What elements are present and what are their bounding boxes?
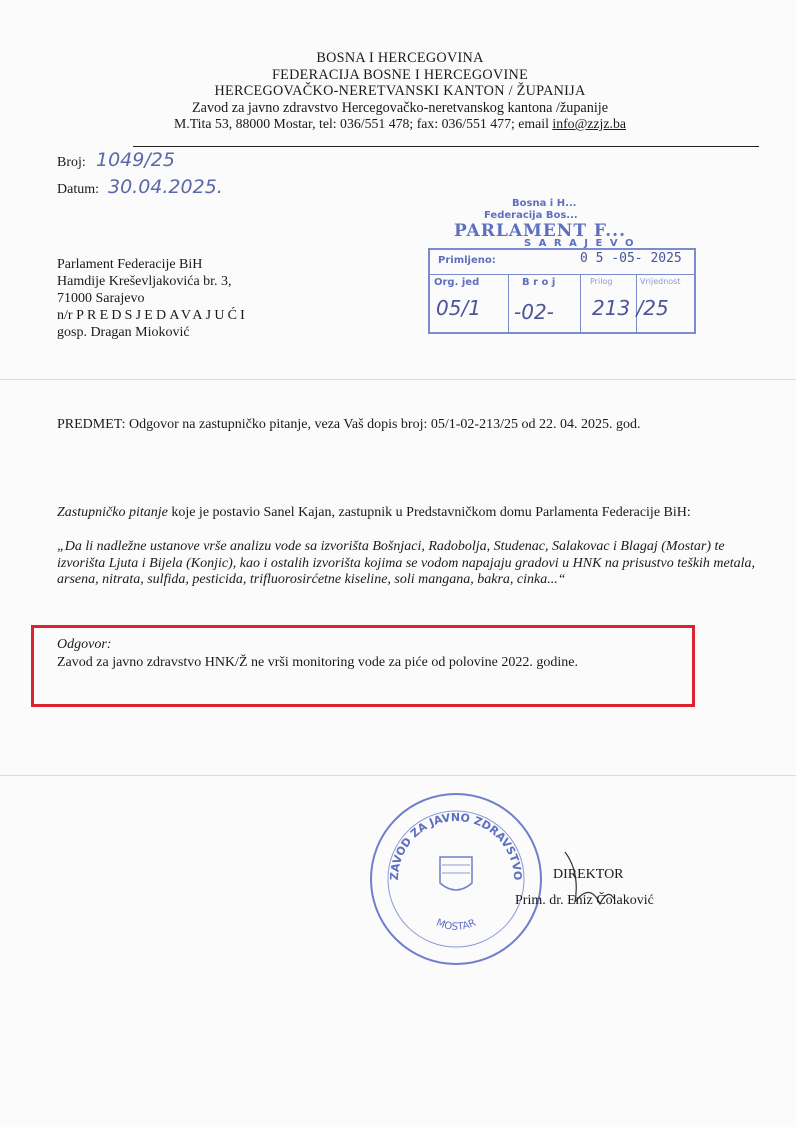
letterhead — [60, 50, 740, 133]
org-jed-handwritten: 05/1 — [436, 296, 481, 320]
broj-label: Broj: — [57, 155, 86, 170]
email-link[interactable]: info@zzjz.ba — [552, 116, 626, 131]
received-stamp-table — [428, 248, 696, 334]
letterhead-canton: HERCEGOVAČKO-NERETVANSKI KANTON / ŽUPANIJA — [214, 83, 586, 99]
recipient-line1: Parlament Federacije BiH — [57, 257, 203, 272]
answer-label: Odgovor: — [57, 637, 112, 652]
primljeno-label: Primljeno: — [438, 255, 496, 266]
received-stamp-line1: Bosna i H... — [512, 198, 577, 209]
signature-name: Prim. dr. Eniz Čolaković — [515, 893, 654, 908]
vrijednost-label: Vrijednost — [640, 277, 681, 286]
recipient-line5: gosp. Dragan Mioković — [57, 325, 190, 340]
broj-column-handwritten: -02- — [514, 300, 554, 324]
letterhead-country: BOSNA I HERCEGOVINA — [316, 50, 484, 66]
broj-column-label: B r o j — [522, 277, 556, 288]
round-stamp-top-text: ZAVOD ZA JAVNO ZDRAVSTVO — [387, 810, 525, 881]
round-stamp-bottom-text: MOSTAR — [434, 917, 478, 933]
letterhead-address: M.Tita 53, 88000 Mostar, tel: 036/551 478; fax: 036/551 477; email — [174, 116, 553, 131]
datum-label: Datum: — [57, 182, 99, 197]
recipient-line2: Hamdije Kreševljakovića br. 3, — [57, 274, 232, 289]
question-intro: Zastupničko pitanje koje je postavio Sanel Kajan, zastupnik u Predstavničkom domu Parlamenta Federacije BiH: — [57, 505, 691, 520]
recipient-line3: 71000 Sarajevo — [57, 291, 145, 306]
datum-handwritten: 30.04.2025. — [108, 176, 223, 198]
recipient-line4: n/r PREDSJEDAVAJUĆI — [57, 308, 249, 323]
fold-line-upper — [0, 379, 796, 380]
received-stamp-line2: Federacija Bos... — [484, 210, 578, 221]
primljeno-date: 0 5 -05- 2025 — [580, 251, 682, 266]
signature-title: DIREKTOR — [553, 867, 624, 882]
letterhead-institute: Zavod za javno zdravstvo Hercegovačko-neretvanskog kantona /županije — [192, 99, 608, 116]
answer-text: Zavod za javno zdravstvo HNK/Ž ne vrši monitoring vode za piće od polovine 2022. godine. — [57, 655, 578, 670]
recipient-address — [57, 256, 248, 341]
letterhead-contact — [60, 116, 740, 133]
fold-line-lower — [0, 775, 796, 776]
prilog-handwritten: 213 /25 — [592, 296, 669, 320]
subject-line: PREDMET: Odgovor na zastupničko pitanje, veza Vaš dopis broj: 05/1-02-213/25 od 22. 04. 2025. god. — [57, 417, 641, 432]
question-quote: „Da li nadležne ustanove vrše analizu vode sa izvorišta Bošnjaci, Radobolja, Studenac, Salakovac i Blagaj (Mostar) te izvorišta Ljuta i Bijela (Konjic), kao i ostalih izvorišta kojima se vodom napajaju gradovi u HNK na prisustvo teških metala, arsena, nitrata, sulfida, pesticida, trifluorosirćetne kiseline, soli mangana, bakra, cinka...“ — [57, 539, 756, 587]
org-jed-label: Org. jed — [434, 277, 480, 288]
broj-handwritten: 1049/25 — [96, 149, 175, 171]
prilog-label: Prilog — [590, 277, 613, 286]
received-stamp-line3: PARLAMENT F... — [454, 221, 627, 241]
header-divider — [133, 146, 759, 147]
received-stamp-line4: S A R A J E V O — [524, 238, 636, 249]
letterhead-federation: FEDERACIJA BOSNE I HERCEGOVINE — [271, 66, 529, 83]
signature-block — [515, 867, 654, 909]
